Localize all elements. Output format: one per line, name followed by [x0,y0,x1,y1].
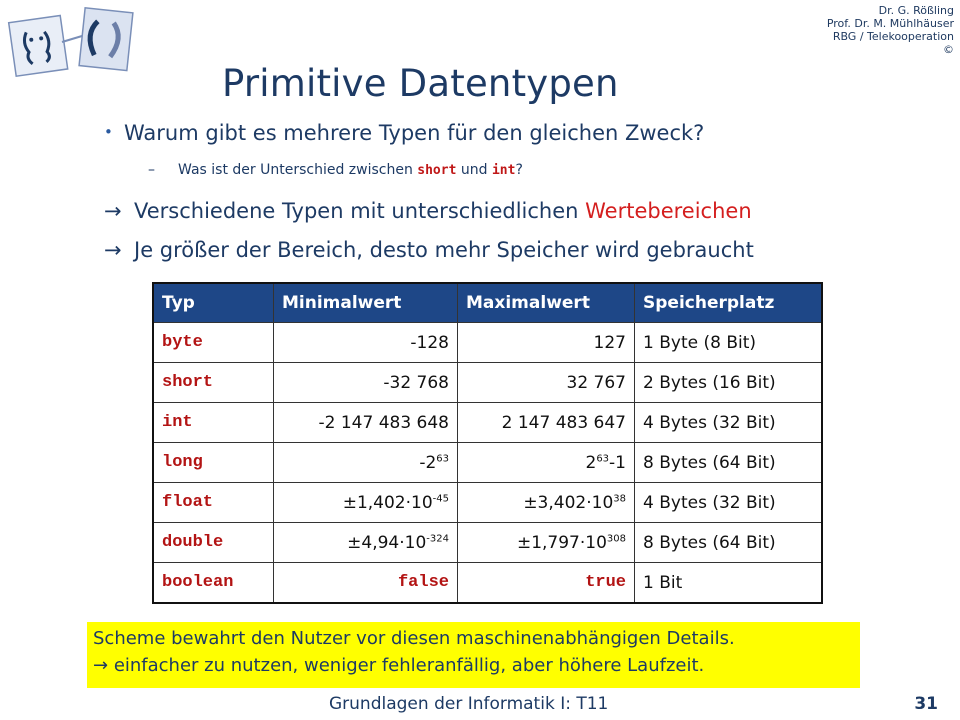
min-base: ±4,94·10 [347,532,427,553]
table-row [153,443,822,483]
author-credits [827,4,954,56]
type-cell: byte [153,323,274,363]
min-exponent: -45 [432,492,449,504]
arrow-right-icon: → [93,655,114,676]
max-base: ±3,402·10 [523,492,614,513]
footer-course-title: Grundlagen der Informatik I: T11 [329,694,609,714]
max-cell [458,443,635,483]
memory-cell: 8 Bytes (64 Bit) [635,443,823,483]
memory-cell: 4 Bytes (32 Bit) [635,483,823,523]
sub-bullet-item [148,162,523,178]
column-header: Typ [153,283,274,323]
memory-cell: 1 Byte (8 Bit) [635,323,823,363]
max-cell: 2 147 483 647 [458,403,635,443]
column-header: Maximalwert [458,283,635,323]
table-row [153,523,822,563]
arrow-right-icon: → [104,238,122,262]
bullet-text: Warum gibt es mehrere Typen für den gleichen Zweck? [124,121,705,145]
arrow-text: Je größer der Bereich, desto mehr Speicher wird gebraucht [134,238,754,262]
bullet-icon: • [104,123,113,141]
max-exponent: 38 [613,492,626,504]
arrow-right-icon: → [104,199,122,223]
sub-bullet-text: ? [515,162,523,178]
max-suffix: -1 [609,452,626,473]
type-cell: double [153,523,274,563]
scheme-note-box [87,622,860,688]
page-number: 31 [914,694,938,714]
table-row [153,363,822,403]
memory-cell: 8 Bytes (64 Bit) [635,523,823,563]
type-cell: float [153,483,274,523]
author-line: Dr. G. Rößling [878,4,954,17]
sub-bullet-text: und [456,162,492,178]
arrow-item [104,199,752,223]
min-cell [274,483,458,523]
note-line-arrow [93,652,855,679]
code-int: int [491,163,516,178]
max-cell: 127 [458,323,635,363]
code-short: short [417,163,457,178]
max-exponent: 63 [596,452,610,464]
memory-cell: 1 Bit [635,563,823,604]
max-cell: true [458,563,635,604]
arrow-item [104,238,754,262]
min-cell [274,443,458,483]
note-text: einfacher zu nutzen, weniger fehleranfällig, aber höhere Laufzeit. [113,655,705,676]
copyright-mark: © [943,43,954,56]
column-header: Speicherplatz [635,283,823,323]
author-line: RBG / Telekooperation [832,30,954,43]
max-cell [458,523,635,563]
sub-bullet-text: Was ist der Unterschied zwischen [178,162,418,178]
min-base: ±1,402·10 [342,492,433,513]
table-row [153,483,822,523]
slide-title: Primitive Datentypen [222,62,619,105]
bullet-item [104,121,704,145]
type-cell: int [153,403,274,443]
min-cell: -2 147 483 648 [274,403,458,443]
type-cell: boolean [153,563,274,604]
min-cell [274,523,458,563]
table-header-row [153,283,822,323]
tud-faces-logo [4,4,139,79]
max-cell: 32 767 [458,363,635,403]
min-cell: false [274,563,458,604]
table-row [153,403,822,443]
datatype-table [152,282,823,604]
type-cell: short [153,363,274,403]
max-cell [458,483,635,523]
type-cell: long [153,443,274,483]
arrow-text: Verschiedene Typen mit unterschiedlichen [134,199,586,223]
note-line: Scheme bewahrt den Nutzer vor diesen maschinenabhängigen Details. [93,628,735,649]
min-exponent: -324 [426,532,449,544]
min-base: -2 [419,452,437,473]
min-exponent: 63 [436,452,449,464]
column-header: Minimalwert [274,283,458,323]
max-exponent: 308 [606,532,626,544]
table-row [153,563,822,604]
memory-cell: 4 Bytes (32 Bit) [635,403,823,443]
min-cell: -128 [274,323,458,363]
memory-cell: 2 Bytes (16 Bit) [635,363,823,403]
max-base: ±1,797·10 [516,532,607,553]
table-row [153,323,822,363]
author-line: Prof. Dr. M. Mühlhäuser [826,17,954,30]
dash-icon: – [148,162,155,178]
highlight-text: Wertebereichen [585,199,752,223]
max-base: 2 [585,452,597,473]
min-cell: -32 768 [274,363,458,403]
